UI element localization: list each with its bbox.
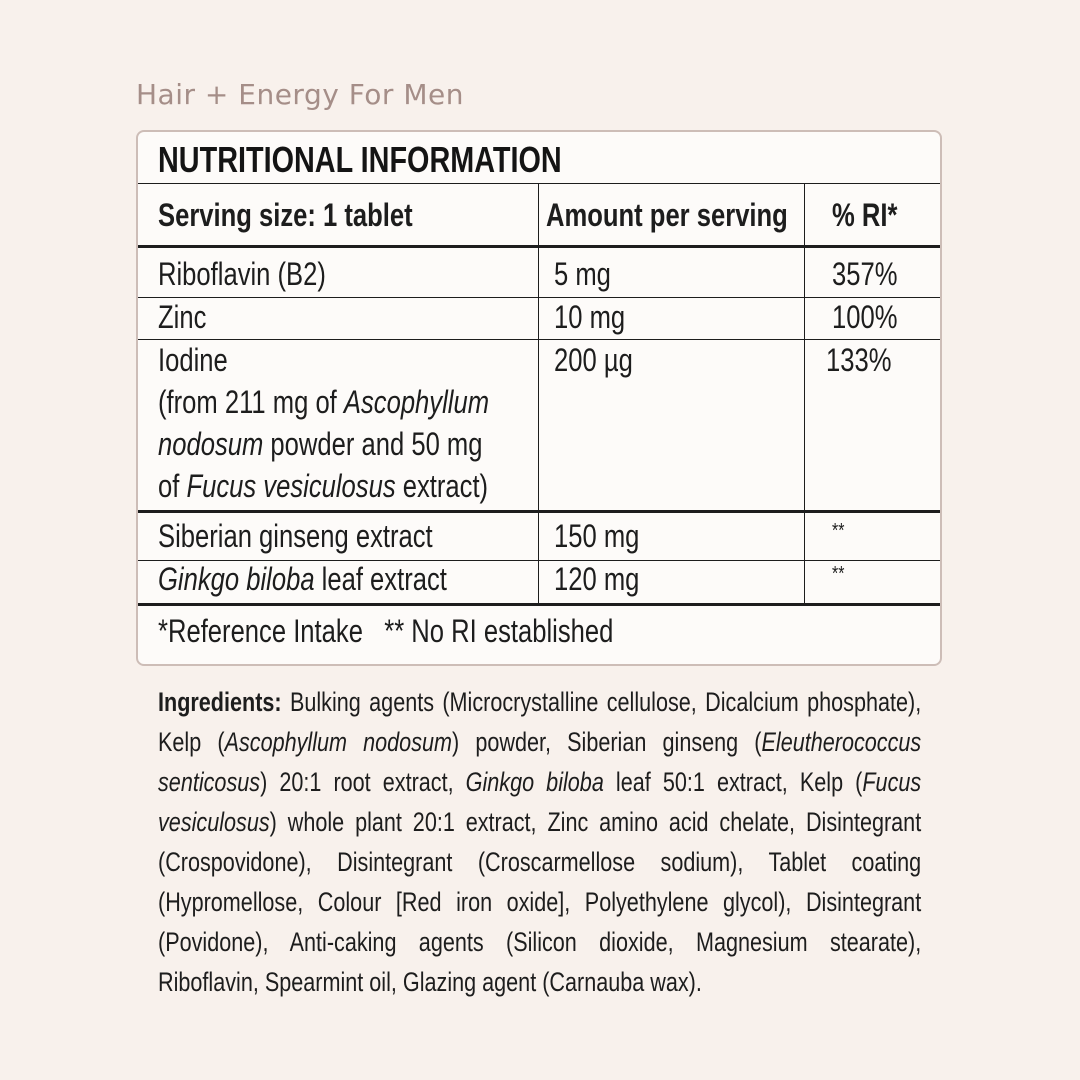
divider bbox=[138, 297, 942, 298]
nutrient-name-iodine bbox=[158, 339, 489, 507]
nutrient-amount: 5 mg bbox=[554, 256, 611, 292]
column-header-ri: % RI* bbox=[832, 197, 898, 233]
nutrient-name: Iodine bbox=[158, 342, 228, 378]
nutrient-amount: 120 mg bbox=[554, 561, 640, 597]
nutrient-ri: 133% bbox=[826, 342, 892, 378]
ingredients-text: Ingredients: Bulking agents (Microcrystalline cellulose, Dicalcium phosphate), Kelp (Ascophyllum nodosum) powder, Siberian ginseng (Eleutherococcus senticosus) 20:1 root extract, Ginkgo biloba leaf 50:1 extract, Kelp (Fucus vesiculosus) whole plant 20:1 extract, Zinc amino acid chelate, Disintegrant (Crospovidone), Disintegrant (Croscarmellose sodium), Tablet coating (Hypromellose, Colour [Red iron oxide], Polyethylene glycol), Disintegrant (Povidone), Anti-caking agents (Silicon dioxide, Magnesium stearate), Riboflavin, Spearmint oil, Glazing agent (Carnauba wax). bbox=[158, 687, 922, 997]
nutrient-name: Ginkgo biloba leaf extract bbox=[158, 561, 447, 597]
divider bbox=[138, 183, 942, 184]
iodine-source-line: nodosum powder and 50 mg bbox=[158, 426, 483, 462]
iodine-source-line: (from 211 mg of Ascophyllum bbox=[158, 384, 490, 420]
nutrient-amount: 150 mg bbox=[554, 518, 640, 554]
divider bbox=[138, 603, 942, 606]
column-divider bbox=[538, 184, 539, 603]
column-header-serving: Serving size: 1 tablet bbox=[158, 197, 413, 233]
divider bbox=[138, 245, 942, 248]
nutrient-ri: ** bbox=[832, 520, 845, 542]
ingredients-label: Ingredients: bbox=[158, 687, 282, 717]
nutrient-amount: 200 µg bbox=[554, 342, 633, 378]
nutrition-table bbox=[136, 130, 942, 666]
divider bbox=[138, 510, 942, 513]
iodine-source-line: of Fucus vesiculosus extract) bbox=[158, 468, 489, 504]
nutrient-name: Siberian ginseng extract bbox=[158, 518, 433, 554]
nutrient-ri: ** bbox=[832, 563, 845, 585]
nutrient-ri: 357% bbox=[832, 256, 898, 292]
table-footnote: *Reference Intake ** No RI established bbox=[158, 613, 614, 649]
column-header-amount: Amount per serving bbox=[546, 197, 788, 233]
nutrient-name: Zinc bbox=[158, 299, 207, 335]
product-title: Hair + Energy For Men bbox=[136, 78, 464, 111]
nutrient-amount: 10 mg bbox=[554, 299, 626, 335]
nutrient-ri: 100% bbox=[832, 299, 898, 335]
nutrient-name: Riboflavin (B2) bbox=[158, 256, 326, 292]
table-heading: NUTRITIONAL INFORMATION bbox=[158, 139, 562, 180]
column-divider bbox=[804, 184, 805, 603]
